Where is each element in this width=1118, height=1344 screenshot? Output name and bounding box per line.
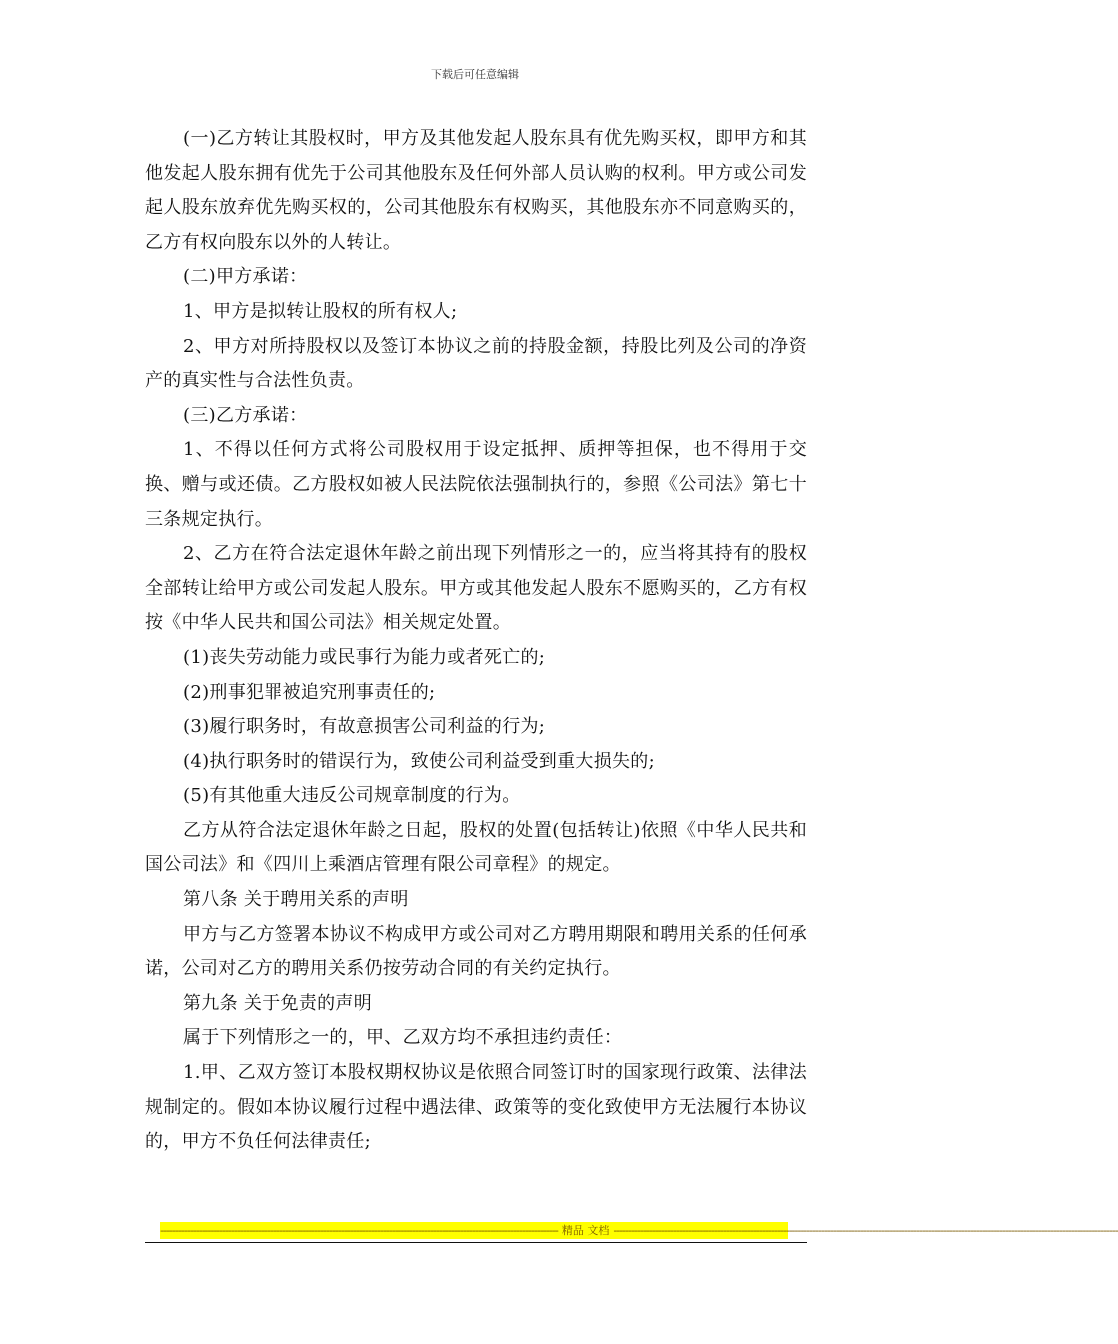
paragraph-party-a-item-2: 2、甲方对所持股权以及签订本协议之前的持股金额，持股比列及公司的净资产的真实性与合法性负责。 <box>145 335 807 392</box>
page-header: 下载后可任意编辑 <box>431 68 519 81</box>
paragraph-retirement-disposal: 乙方从符合法定退休年龄之日起，股权的处置(包括转让)依照《中华人民共和国公司法》和《四川上乘酒店管理有限公司章程》的规定。 <box>145 819 807 876</box>
paragraph-share-transfer: (一)乙方转让其股权时，甲方及其他发起人股东具有优先购买权，即甲方和其他发起人股东拥有优先于公司其他股东及任何外部人员认购的权利。甲方或公司发起人股东放弃优先购买权的，公司其他股东有权购买，其他股东亦不同意购买的，乙方有权向股东以外的人转让。 <box>145 128 807 253</box>
footer-dash-left: -------------------------------------------------------------------------------------------------------------------------------------- <box>160 1224 558 1237</box>
paragraph-employment-statement: 甲方与乙方签署本协议不构成甲方或公司对乙方聘用期限和聘用关系的任何承诺，公司对乙方的聘用关系仍按劳动合同的有关约定执行。 <box>145 923 807 980</box>
footer-highlight-bar <box>160 1222 1118 1239</box>
paragraph-party-b-item-2: 2、乙方在符合法定退休年龄之前出现下列情形之一的，应当将其持有的股权全部转让给甲方或公司发起人股东。甲方或其他发起人股东不愿购买的，乙方有权按《中华人民共和国公司法》相关规定处置。 <box>145 543 807 634</box>
document-body <box>145 122 807 1160</box>
heading-party-a-commitments: (二)甲方承诺： <box>183 266 308 288</box>
paragraph-party-a-item-1: 1、甲方是拟转让股权的所有权人; <box>183 300 458 322</box>
paragraph-party-b-item-1: 1、不得以任何方式将公司股权用于设定抵押、质押等担保，也不得用于交换、赠与或还债。乙方股权如被人民法院依法强制执行的，参照《公司法》第七十三条规定执行。 <box>145 439 807 530</box>
heading-article-9: 第九条 关于免责的声明 <box>183 992 373 1014</box>
list-item-condition-1: (1)丧失劳动能力或民事行为能力或者死亡的; <box>183 646 546 668</box>
heading-article-8: 第八条 关于聘用关系的声明 <box>183 889 409 911</box>
list-item-condition-5: (5)有其他重大违反公司规章制度的行为。 <box>183 785 521 807</box>
heading-party-b-commitments: (三)乙方承诺： <box>183 404 308 426</box>
footer-divider <box>145 1242 807 1243</box>
paragraph-exemption-item-1: 1.甲、乙双方签订本股权期权协议是依照合同签订时的国家现行政策、法律法规制定的。假如本协议履行过程中遇法律、政策等的变化致使甲方无法履行本协议的，甲方不负任何法律责任; <box>145 1062 807 1153</box>
footer-dash-right: -------------------------------------------------------------------------------------------------------------------------------------------------------------------------- <box>613 1224 1118 1237</box>
list-item-condition-2: (2)刑事犯罪被追究刑事责任的; <box>183 681 436 703</box>
list-item-condition-3: (3)履行职务时，有故意损害公司利益的行为; <box>183 716 546 738</box>
footer-label: 精品 文档 <box>561 1224 610 1237</box>
list-item-condition-4: (4)执行职务时的错误行为，致使公司利益受到重大损失的; <box>183 750 655 772</box>
paragraph-exemption-intro: 属于下列情形之一的，甲、乙双方均不承担违约责任： <box>183 1027 623 1049</box>
